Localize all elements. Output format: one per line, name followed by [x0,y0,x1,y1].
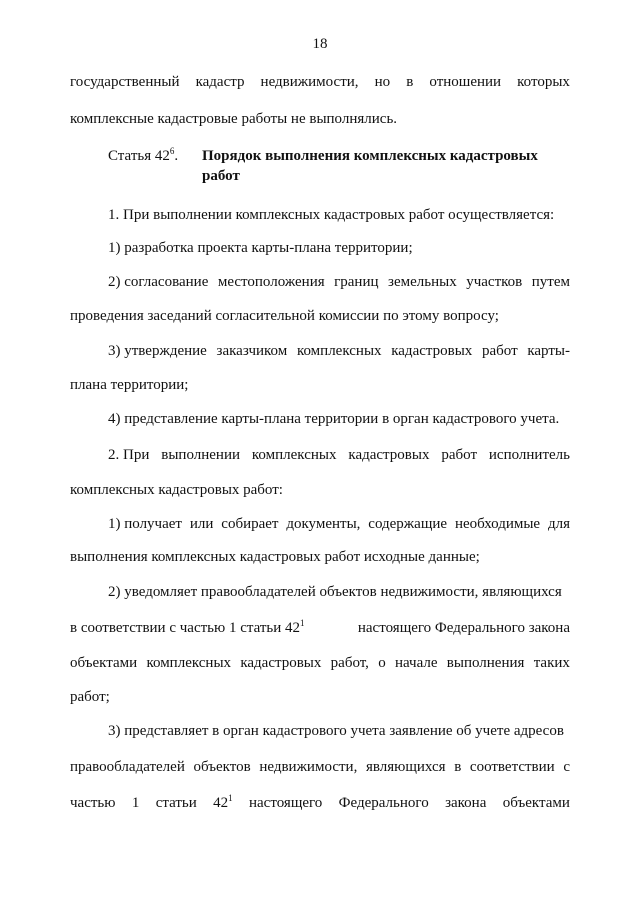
section2-item-2-line-2 [70,618,570,638]
word: работ [441,447,478,463]
page-number: 18 [312,36,328,52]
word: недвижимости, [260,74,359,90]
section1-item-2-line-2: проведения заседаний согласительной комиссии по этому вопросу; [70,308,499,324]
word: работ, [330,655,369,671]
word-text: 42 [213,795,229,811]
word: кадастровых [240,655,322,671]
word: 2. При [108,447,150,463]
word: государственный [70,74,180,90]
word: карты- [527,343,570,359]
article-superscript: 6 [169,146,175,156]
word: таких [533,655,570,671]
section1-item-3-line-2: плана территории; [70,377,189,393]
word: начале [394,655,438,671]
article-title-line-2: работ [202,168,240,184]
word: объектами [502,795,570,811]
section2-item-3-line-1: 3) представляет в орган кадастрового учета заявление об учете адресов [108,723,564,739]
word: соответствии [469,759,555,775]
word: в [454,759,462,775]
intro-line-2: комплексные кадастровые работы не выполнялись. [70,111,398,127]
word: заказчиком [216,343,288,359]
line-segment [70,618,305,638]
word: отношении [429,74,502,90]
word: статьи [155,795,197,811]
word: комплексных [296,343,382,359]
word: закона [445,795,487,811]
section1-item-4: 4) представление карты-плана территории в орган кадастрового учета. [108,411,560,427]
word: настоящего [249,795,323,811]
word: объектами [70,655,138,671]
word: 2) согласование [108,274,209,290]
word: комплексных [251,447,337,463]
section2-item-1-line-2: выполнения комплексных кадастровых работ исходные данные; [70,549,480,565]
word: кадастровых [348,447,430,463]
word: документы, [286,516,361,532]
word: необходимые [454,516,541,532]
line-text: в соответствии с частью 1 статьи 42 [70,620,301,636]
word: кадастр [195,74,245,90]
word: местоположения [217,274,325,290]
section2-item-1-line-1 [108,514,570,534]
article-dot: . [174,148,179,164]
article-number [108,146,178,166]
word: или [189,516,214,532]
word: являющихся [365,759,446,775]
word: 1) получает [108,516,182,532]
word: объектов [193,759,251,775]
word: которых [517,74,570,90]
section2-intro-line-2: комплексных кадастровых работ: [70,482,283,498]
word: для [547,516,570,532]
word: в [406,74,414,90]
section2-item-3-line-2 [70,757,570,777]
section1-intro: 1. При выполнении комплексных кадастровых работ осуществляется: [108,207,555,223]
word: работ [481,343,518,359]
line-segment: настоящего Федерального закона [357,620,570,636]
section1-item-2-line-1 [108,272,570,292]
superscript: 1 [228,793,233,803]
section2-item-2-line-3 [70,653,570,673]
word: но [374,74,391,90]
word: комплексных [146,655,232,671]
word: недвижимости, [259,759,358,775]
word: 1 [131,795,140,811]
section2-item-2-line-4: работ; [70,689,110,705]
word: частью [70,795,116,811]
word: выполнения [446,655,525,671]
word: 3) утверждение [108,343,207,359]
word: путем [531,274,570,290]
superscript: 1 [300,618,305,628]
word: Федерального [338,795,429,811]
word: о [378,655,386,671]
word: участков [466,274,523,290]
word: выполнении [161,447,241,463]
article-label: Статья 42 [108,148,170,164]
section1-item-3-line-1 [108,341,570,361]
article-title-line-1: Порядок выполнения комплексных кадастровых [202,148,538,164]
section2-item-2-line-1: 2) уведомляет правообладателей объектов недвижимости, являющихся [108,584,562,600]
word: границ [334,274,379,290]
word: исполнитель [488,447,570,463]
word: правообладателей [70,759,185,775]
word: содержащие [368,516,448,532]
section2-intro-line-1 [108,445,570,465]
section1-item-1: 1) разработка проекта карты-плана территории; [108,240,413,256]
intro-line-1 [70,72,570,92]
word [213,793,233,813]
word: с [563,759,570,775]
section2-item-3-line-3 [70,793,570,813]
article-title [202,146,562,186]
word: кадастровых [391,343,473,359]
word: собирает [221,516,279,532]
word: земельных [388,274,457,290]
